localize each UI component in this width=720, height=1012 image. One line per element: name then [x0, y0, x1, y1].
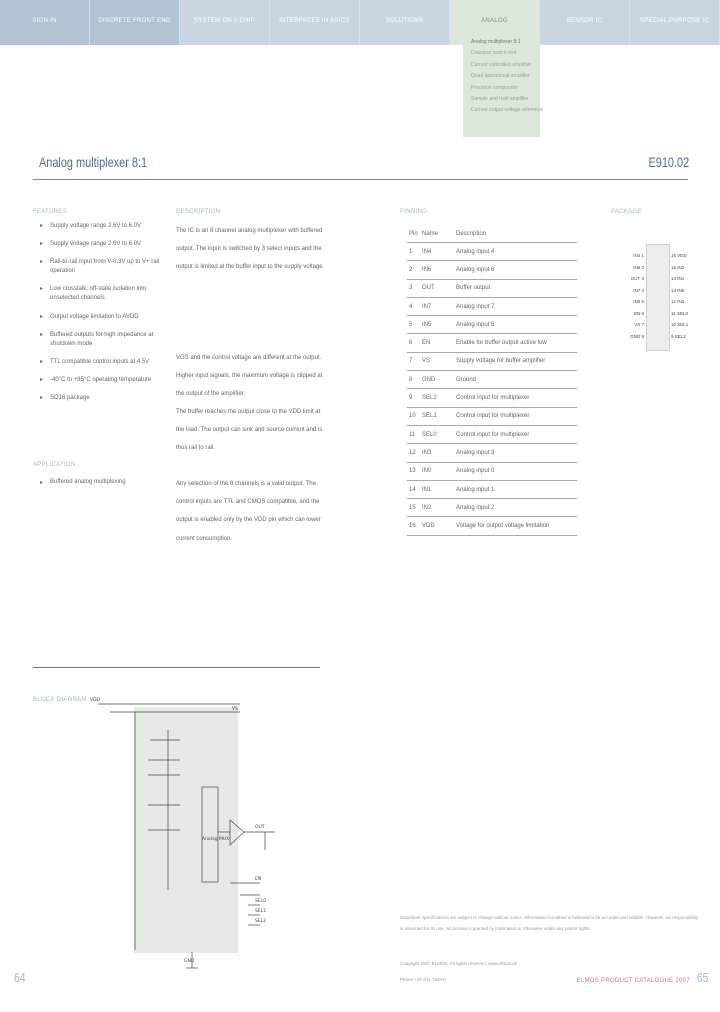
footer-note: Datasheet specifications are subject to change without notice. Information furnished is believed to be accurate and reliable. However, no responsibility is assumed for its use. No license is granted by implication or otherwise under any patent rights.: [400, 915, 699, 931]
package-pin-label: 13 IN0: [671, 287, 685, 293]
block-diagram-label: BLOCK DIAGRAM: [33, 697, 87, 703]
package-pin-label: IN5 5: [633, 299, 644, 304]
pin-number: 3: [407, 279, 420, 297]
feature-item: ▸ Supply voltage range 2.6V to 6.0V: [40, 240, 160, 249]
table-row: [407, 462, 577, 480]
package-pin-label: IN6 2: [633, 264, 644, 270]
table-row: [407, 316, 577, 334]
package-label: PACKAGE: [611, 209, 642, 215]
diagram-label: Analog MUX: [202, 837, 230, 842]
feature-item: ▸ Output voltage limitation to AVDD: [40, 313, 160, 322]
description-paragraph: The IC is an 8 channel analog multiplexer with buffered output. The input is switched by 3 select inputs and the output is limited at the buffer input to the supply voltage.: [176, 228, 325, 271]
nav-tab-sensor[interactable]: SENSOR IC: [540, 0, 630, 45]
footer-contact: Phone +49 231 7549 0: [400, 977, 446, 982]
table-row: [407, 407, 577, 425]
pin-description: Analog input 0: [454, 462, 577, 480]
pin-name: IN3: [420, 444, 454, 462]
nav-tab-analog[interactable]: ANALOG: [450, 0, 540, 45]
feature-item: ▸ Supply voltage range 2.6V to 6.0V: [40, 222, 160, 231]
mux-box: [202, 787, 218, 882]
package-pin-label: 15 IN2: [671, 264, 685, 270]
diagram-label: VDD: [90, 698, 101, 703]
table-row: [407, 425, 577, 443]
pin-description: Analog input 6: [454, 261, 577, 279]
package-pin-label: OUT 3: [630, 276, 644, 281]
submenu-item[interactable]: Quad operational amplifier: [471, 73, 530, 80]
pin-number: 14: [407, 480, 420, 498]
table-row: [407, 261, 577, 279]
description-paragraph: VGS and the control voltage are different at the output. Higher input signals, the maximum voltage is clipped at the output of the amplifier.: [176, 355, 323, 398]
nav-tab-special[interactable]: SPECIAL PURPOSE IC: [630, 0, 720, 45]
pin-name: IN6: [420, 261, 454, 279]
pin-number: 15: [407, 499, 420, 517]
pinning-table: [407, 225, 577, 536]
pin-name: GND: [420, 371, 454, 389]
pin-number: 4: [407, 297, 420, 315]
nav-tab-soc[interactable]: SYSTEM ON A CHIP: [180, 0, 270, 45]
feature-item: ▸ Rail-to-rail input from V-0.3V up to V+ rail operation: [40, 258, 160, 276]
pin-description: Analog input 1: [454, 480, 577, 498]
pin-number: 11: [407, 425, 420, 443]
pin-description: Control input for multiplexer: [454, 425, 577, 443]
pin-description: Analog input 2: [454, 499, 577, 517]
package-pin-label: GND 8: [630, 333, 644, 339]
pin-name: OUT: [420, 279, 454, 297]
table-row: [407, 371, 577, 389]
pin-name: VS: [420, 352, 454, 370]
package-pin-label: VS 7: [634, 322, 644, 327]
pin-name: SEL2: [420, 389, 454, 407]
column-header: Name: [420, 225, 454, 243]
submenu-item[interactable]: Crossbar switch 4x4: [471, 50, 517, 57]
table-row: [407, 517, 577, 535]
pin-number: 12: [407, 444, 420, 462]
diagram-label: SEL2: [255, 919, 267, 924]
column-header: Pin: [407, 225, 420, 243]
table-row: [407, 444, 577, 462]
pin-number: 16: [407, 517, 420, 535]
pin-number: 7: [407, 352, 420, 370]
description-label: DESCRIPTION: [176, 209, 221, 215]
pin-description: Analog input 3: [454, 444, 577, 462]
pin-description: Buffer output: [454, 279, 577, 297]
block-diagram: [80, 690, 300, 970]
pin-description: Analog input 5: [454, 316, 577, 334]
pin-number: 5: [407, 316, 420, 334]
feature-item: ▸ Low crosstalk; off-state isolation into unselected channels: [40, 285, 160, 303]
pin-number: 6: [407, 334, 420, 352]
table-row: [407, 389, 577, 407]
pin-number: 10: [407, 407, 420, 425]
pin-name: IN2: [420, 499, 454, 517]
pin-name: VDD: [420, 517, 454, 535]
nav-tab-interfaces[interactable]: INTERFACES IN ASICS: [270, 0, 360, 45]
package-diagram: [630, 244, 690, 354]
nav-tab-solutions[interactable]: SOLUTIONS: [360, 0, 450, 45]
top-navbar: [0, 0, 720, 45]
pin-number: 13: [407, 462, 420, 480]
package-right-pins: [671, 250, 688, 342]
package-pin-label: IN7 4: [633, 287, 644, 293]
pin-name: IN1: [420, 480, 454, 498]
pin-name: SEL1: [420, 407, 454, 425]
footer-copyright: Copyright 2007 ELMOS. All rights reserved. www.elmos.de: [400, 961, 518, 966]
description-paragraph: The buffer reaches the output close to the VDD limit at the load. The output can sink and source current and is thus rail to rail.: [176, 409, 323, 452]
pin-number: 2: [407, 261, 420, 279]
pin-description: Ground: [454, 371, 577, 389]
diagram-label: VS: [232, 707, 238, 712]
pin-description: Analog input 7: [454, 297, 577, 315]
application-item: ▸ Buffered analog multiplexing: [40, 479, 126, 485]
diagram-label: OUT: [255, 825, 265, 830]
pin-name: IN7: [420, 297, 454, 315]
diagram-label: SEL1: [255, 909, 267, 914]
package-pin-label: EN 6: [633, 310, 644, 316]
feature-item: ▸ -40°C to +85°C operating temperature: [40, 376, 160, 385]
title-divider: [33, 179, 688, 180]
pin-name: EN: [420, 334, 454, 352]
package-pin-label: 10 SEL1: [671, 322, 689, 327]
package-pin-label: 9 SEL2: [671, 333, 686, 339]
ic-chip-body: [646, 244, 670, 351]
pin-description: Analog input 4: [454, 243, 577, 261]
table-header-row: [407, 225, 577, 243]
package-pin-label: IN4 1: [633, 253, 644, 258]
pin-description: Control input for multiplexer: [454, 407, 577, 425]
footer-brand: ELMOS PRODUCT CATALOGUE 2007: [576, 978, 690, 984]
diagram-label: EN: [255, 877, 262, 882]
page-number-left: 64: [14, 970, 26, 985]
package-pin-label: 12 IN3: [671, 299, 685, 304]
pin-description: Voltage for output voltage limitation: [454, 517, 577, 535]
pin-name: IN5: [420, 316, 454, 334]
pin-name: IN4: [420, 243, 454, 261]
package-pin-label: 11 SEL0: [671, 310, 688, 316]
table-row: [407, 279, 577, 297]
package-left-pins: [630, 250, 644, 342]
table-row: [407, 243, 577, 261]
product-code: E910.02: [648, 154, 689, 170]
table-row: [407, 480, 577, 498]
section-divider: [33, 667, 320, 668]
table-row: [407, 352, 577, 370]
pin-description: Supply voltage for buffer amplifier: [454, 352, 577, 370]
table-row: [407, 499, 577, 517]
feature-item: ▸ SO16 package: [40, 394, 160, 403]
page-number-right: 65: [696, 970, 708, 985]
submenu-item[interactable]: Sample and hold amplifier: [471, 96, 529, 103]
description-paragraph: Any selection of the 8 channels is a valid output. The control inputs are TTL and CMOS compatible, and the output is enabled only by the VDD pin which can lower current consumption.: [176, 481, 321, 542]
pin-description: Enable for buffer output active low: [454, 334, 577, 352]
pin-number: 9: [407, 389, 420, 407]
pin-number: 1: [407, 243, 420, 261]
submenu-item[interactable]: Current controlled amplifier: [471, 61, 532, 68]
package-pin-label: 16 VDD: [671, 253, 687, 258]
nav-tab-discrete[interactable]: DISCRETE FRONT END: [90, 0, 180, 45]
pinning-label: PINNING: [400, 209, 428, 215]
application-label: APPLICATION: [33, 462, 76, 468]
package-pin-label: 14 IN1: [671, 276, 685, 281]
analog-submenu: [463, 36, 543, 137]
page-title: Analog multiplexer 8:1: [39, 154, 148, 170]
pin-name: SEL0: [420, 425, 454, 443]
submenu-item[interactable]: Current output voltage reference: [471, 107, 543, 114]
table-row: [407, 334, 577, 352]
diagram-label: GND: [184, 959, 195, 964]
feature-item: ▸ Buffered outputs for high impedance at shutdown mode: [40, 331, 160, 349]
pin-number: 8: [407, 371, 420, 389]
diagram-label: SEL0: [255, 899, 267, 904]
pin-description: Control input for multiplexer: [454, 389, 577, 407]
pin-name: IN0: [420, 462, 454, 480]
feature-item: ▸ TTL compatible control inputs at 4.5V: [40, 358, 160, 367]
features-list: [40, 222, 160, 412]
buffer-amplifier: [230, 820, 244, 845]
column-header: Description: [454, 225, 577, 243]
table-row: [407, 297, 577, 315]
features-label: FEATURES: [33, 209, 67, 215]
submenu-item[interactable]: Precision comparator: [471, 84, 519, 91]
submenu-item[interactable]: Analog multiplexer 8:1: [471, 39, 521, 45]
nav-tab-sign-in[interactable]: SIGN IN: [0, 0, 90, 45]
